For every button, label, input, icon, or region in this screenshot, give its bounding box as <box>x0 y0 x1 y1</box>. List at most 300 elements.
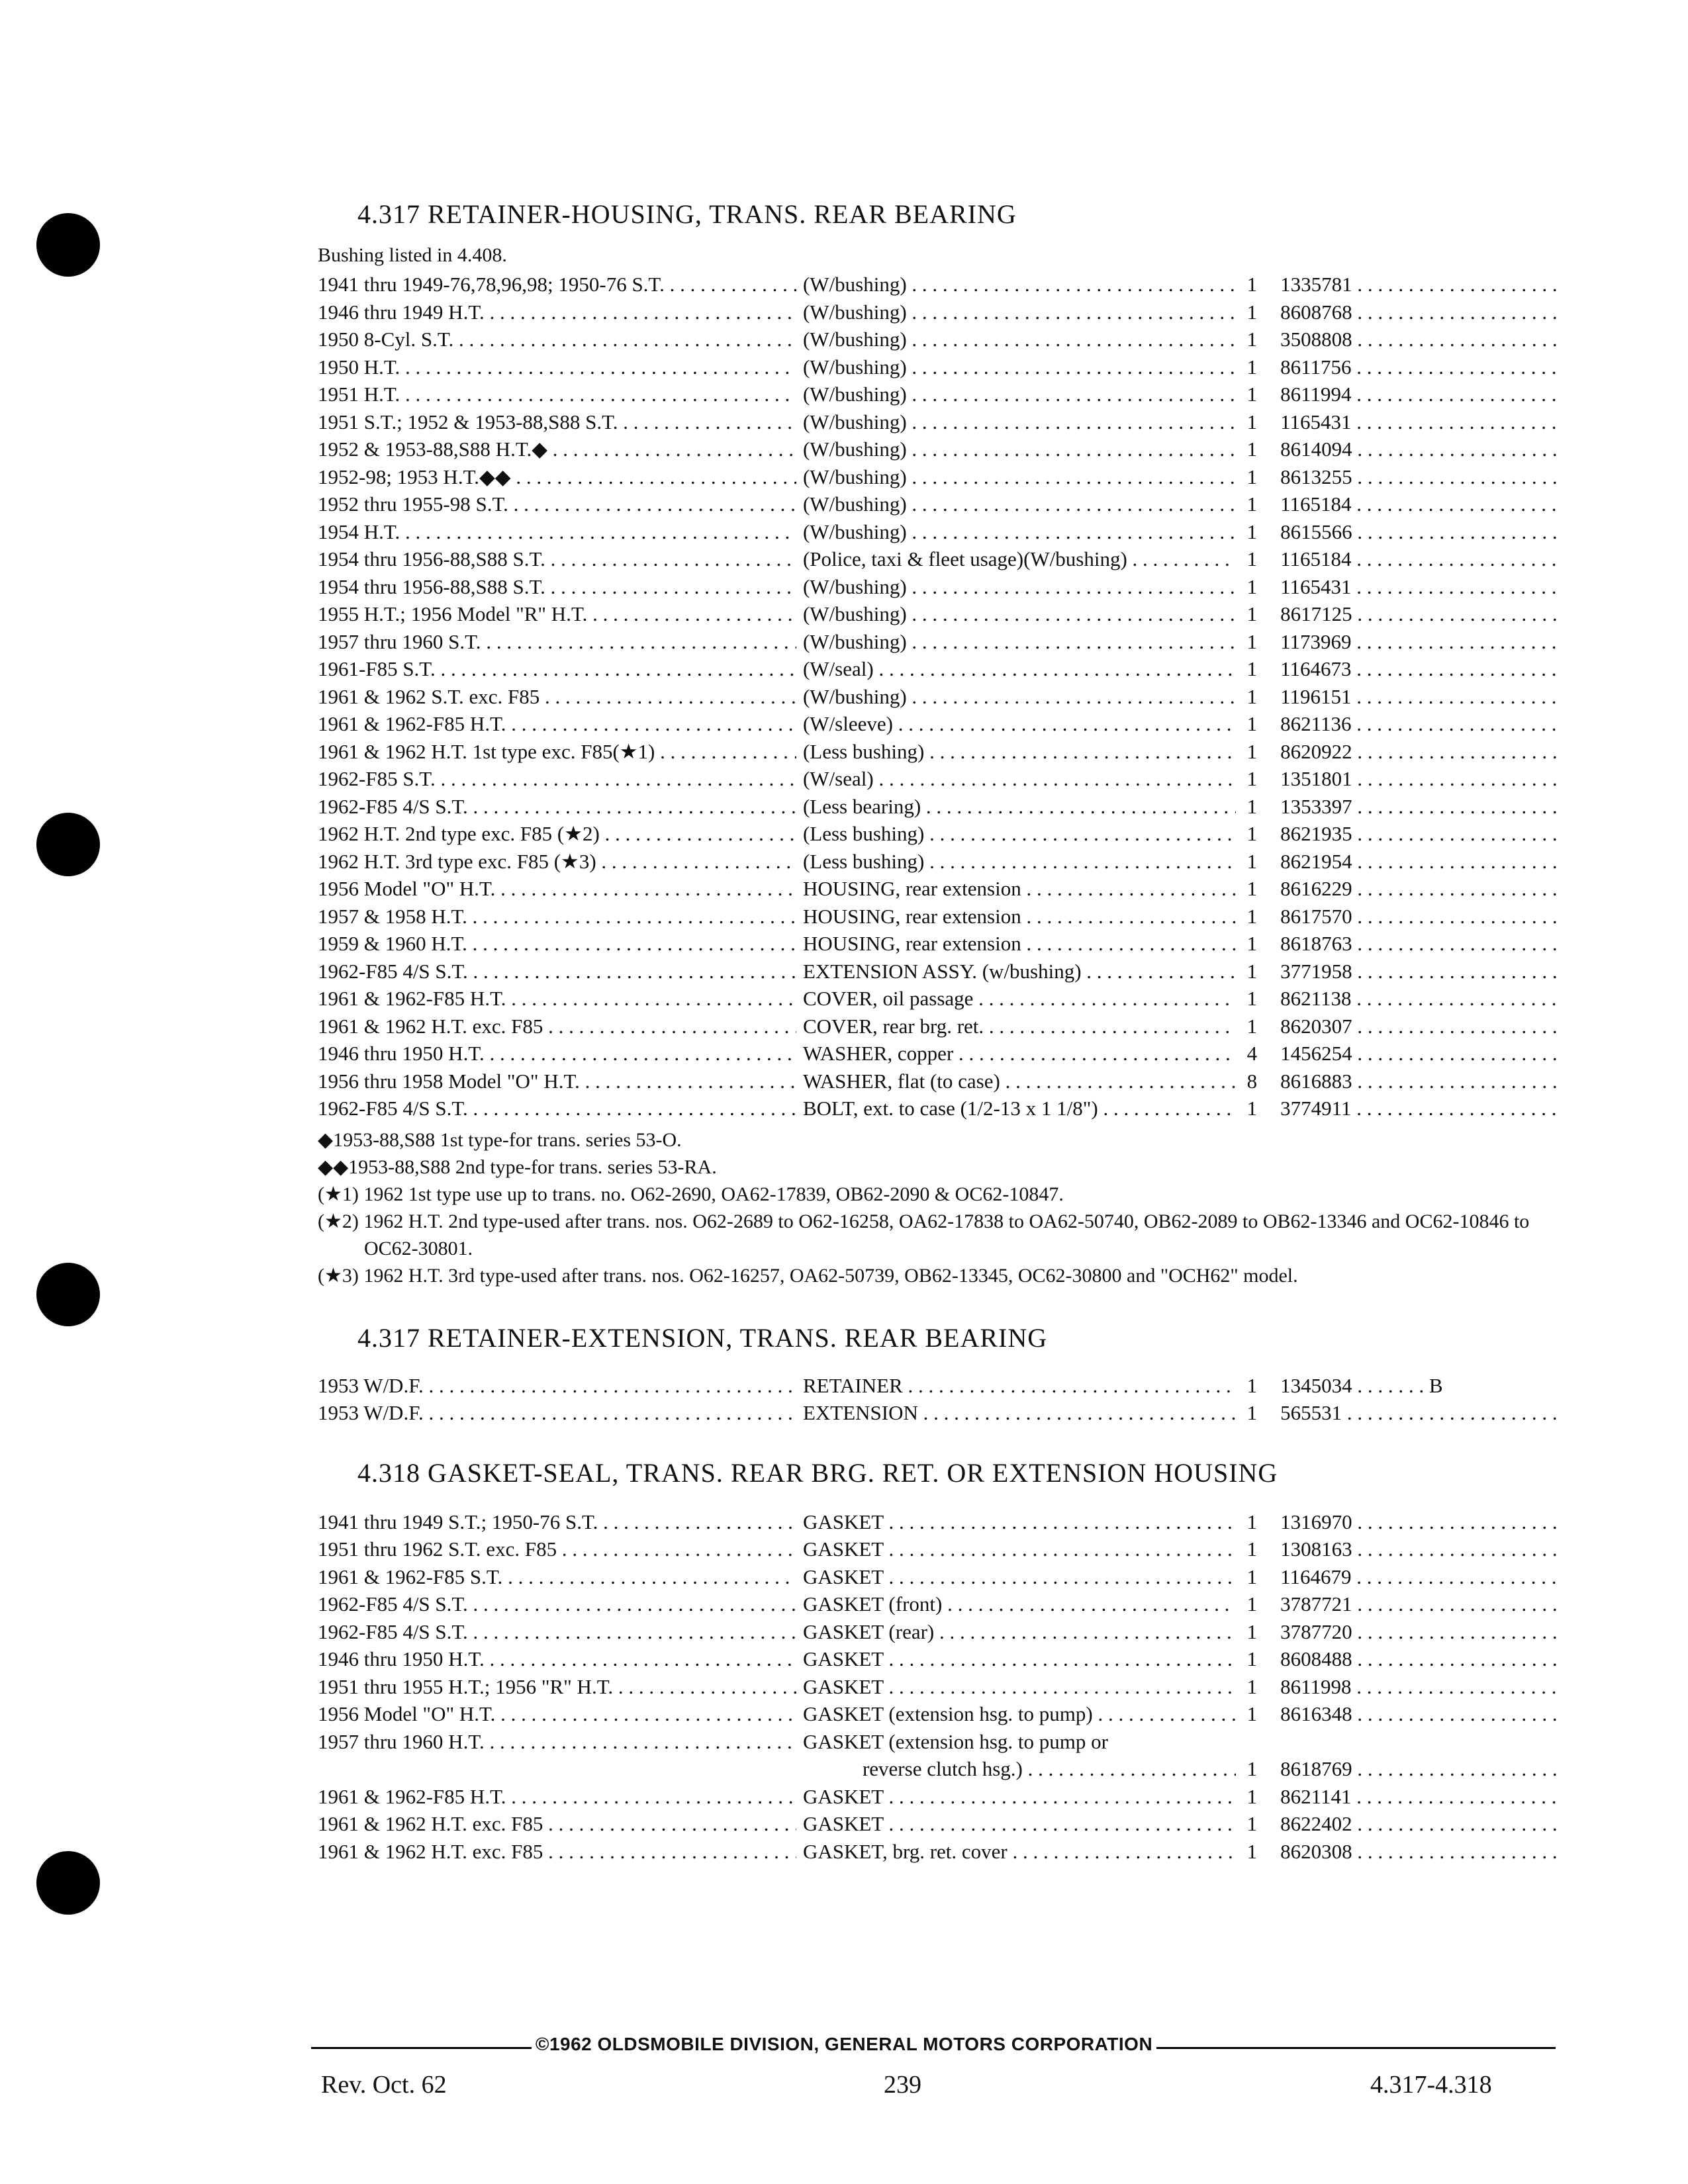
application-text: 1954 thru 1956-88,S88 S.T. . . . <box>318 547 796 570</box>
description-text: COVER, oil passage . . . <box>803 987 1236 1010</box>
part-number-text: 8620308 . . . <box>1280 1840 1562 1863</box>
quantity-cell <box>1236 1563 1269 1591</box>
quantity-text: 1 <box>1246 657 1258 680</box>
part-row <box>318 1673 1562 1701</box>
quantity-cell <box>1236 1535 1269 1563</box>
part-row <box>318 985 1562 1013</box>
application-cell <box>318 875 796 903</box>
part-number-cell <box>1268 820 1562 848</box>
description-text: GASKET . . . <box>803 1510 1236 1533</box>
application-text: 1956 Model "O" H.T. . . . <box>318 877 796 900</box>
quantity-cell <box>1236 435 1269 463</box>
application-text: 1951 S.T.; 1952 & 1953-88,S88 S.T. . . . <box>318 410 796 433</box>
part-number-text: 565531 . . . <box>1280 1401 1562 1424</box>
part-number-text: 8608768 . . . <box>1280 300 1562 324</box>
description-text: EXTENSION ASSY. (w/bushing) . . . <box>803 960 1236 983</box>
quantity-text: 1 <box>1246 877 1258 900</box>
part-number-cell <box>1268 1728 1562 1783</box>
application-cell <box>318 655 796 683</box>
application-cell <box>318 545 796 573</box>
application-text: 1946 thru 1949 H.T. . . . <box>318 300 796 324</box>
part-number-text: 8621136 . . . <box>1280 712 1562 735</box>
footnote: (★2) 1962 H.T. 2nd type-used after trans. nos. O62-2689 to O62-16258, OA62-17838 to OA62-50740, OB62-2089 to OB62-13346 and OC62-10846 to OC62-30801. <box>318 1210 1530 1259</box>
quantity-cell <box>1236 765 1269 793</box>
part-number-cell <box>1268 683 1562 711</box>
application-cell <box>318 1399 796 1427</box>
quantity-text: 1 <box>1246 1784 1258 1808</box>
application-cell <box>318 1810 796 1838</box>
application-cell <box>318 903 796 931</box>
part-number-text: 3771958 . . . <box>1280 960 1562 983</box>
quantity-cell <box>1236 1838 1269 1866</box>
application-text: 1950 8-Cyl. S.T. . . . <box>318 328 796 351</box>
quantity-text: 1 <box>1246 273 1258 296</box>
quantity-text: 1 <box>1246 1702 1258 1725</box>
description-cell <box>796 600 1236 628</box>
part-row <box>318 408 1562 436</box>
description-text-continued: reverse clutch hsg.) . . . <box>863 1757 1236 1780</box>
quantity-cell <box>1236 738 1269 766</box>
application-cell <box>318 600 796 628</box>
application-cell <box>318 628 796 656</box>
part-number-text: 8608488 . . . <box>1280 1647 1562 1670</box>
part-number-text: 8621935 . . . <box>1280 822 1562 845</box>
application-text: 1961 & 1962-F85 S.T. . . . <box>318 1565 796 1588</box>
part-number-text: 8620922 . . . <box>1280 740 1562 763</box>
leader-dots: . . . . . . . <box>1352 1373 1429 1397</box>
application-text: 1962 H.T. 3rd type exc. F85 (★3) . . . <box>318 850 796 873</box>
description-text: GASKET . . . <box>803 1565 1236 1588</box>
quantity-cell <box>1236 1673 1269 1701</box>
description-text: (Police, taxi & fleet usage)(W/bushing) . . . <box>803 547 1236 570</box>
copyright-line <box>0 2034 1688 2055</box>
application-cell <box>318 408 796 436</box>
description-cell <box>796 875 1236 903</box>
quantity-text: 1 <box>1246 987 1258 1010</box>
footnote: (★3) 1962 H.T. 3rd type-used after trans. nos. O62-16257, OA62-50739, OB62-13345, OC62-30800 and "OCH62" model. <box>318 1264 1298 1287</box>
part-number-cell <box>1268 518 1562 546</box>
part-number-cell <box>1268 628 1562 656</box>
part-row <box>318 1068 1562 1095</box>
part-row <box>318 1645 1562 1673</box>
quantity-text: 1 <box>1246 629 1258 653</box>
part-number-text: 8617125 . . . <box>1280 602 1562 625</box>
application-text: 1961 & 1962 S.T. exc. F85 . . . <box>318 685 796 708</box>
description-text: (W/bushing) . . . <box>803 685 1236 708</box>
description-text: GASKET . . . <box>803 1647 1236 1670</box>
part-row <box>318 1372 1562 1400</box>
application-cell <box>318 1700 796 1728</box>
quantity-cell <box>1236 628 1269 656</box>
description-cell <box>796 490 1236 518</box>
part-row <box>318 600 1562 628</box>
description-text: (W/bushing) . . . <box>803 437 1236 461</box>
application-cell <box>318 1563 796 1591</box>
quantity-text: 1 <box>1246 1373 1258 1397</box>
application-text: 1946 thru 1950 H.T. . . . <box>318 1647 796 1670</box>
part-number-cell <box>1268 435 1562 463</box>
parts-catalog-page <box>318 199 1562 1865</box>
description-text: (W/bushing) . . . <box>803 273 1236 296</box>
description-cell <box>796 271 1236 298</box>
page-number: 239 <box>884 2071 921 2099</box>
quantity-cell <box>1236 710 1269 738</box>
part-row <box>318 1563 1562 1591</box>
description-cell <box>796 738 1236 766</box>
application-text: 1961 & 1962 H.T. exc. F85 . . . <box>318 1015 796 1038</box>
part-row <box>318 1838 1562 1866</box>
quantity-cell <box>1236 1013 1269 1040</box>
part-number-cell <box>1268 545 1562 573</box>
description-text: GASKET (extension hsg. to pump) . . . <box>803 1702 1236 1725</box>
description-text: WASHER, copper . . . <box>803 1042 1236 1065</box>
quantity-cell <box>1236 1618 1269 1646</box>
part-number-cell <box>1268 298 1562 326</box>
quantity-cell <box>1236 600 1269 628</box>
quantity-cell <box>1236 848 1269 876</box>
part-number-text: 8616229 . . . <box>1280 877 1562 900</box>
application-text: 1955 H.T.; 1956 Model "R" H.T. . . . <box>318 602 796 625</box>
description-text: EXTENSION . . . <box>803 1401 1236 1424</box>
quantity-cell <box>1236 1810 1269 1838</box>
part-number-text: 8618769 . . . <box>1280 1757 1562 1780</box>
quantity-text: 1 <box>1246 1647 1258 1670</box>
description-cell <box>796 518 1236 546</box>
application-text: 1962-F85 4/S S.T. . . . <box>318 1592 796 1615</box>
quantity-text: 1 <box>1246 1097 1258 1120</box>
description-text: GASKET (extension hsg. to pump or <box>802 1729 1108 1753</box>
quantity-text: 1 <box>1246 849 1258 873</box>
quantity-cell <box>1236 545 1269 573</box>
part-number-cell <box>1268 1013 1562 1040</box>
quantity-cell <box>1236 820 1269 848</box>
application-cell <box>318 463 796 491</box>
part-row <box>318 738 1562 766</box>
quantity-text: 1 <box>1246 547 1258 570</box>
binder-hole-2 <box>36 813 100 876</box>
application-text: 1962-F85 4/S S.T. . . . <box>318 1097 796 1120</box>
description-text: (W/bushing) . . . <box>803 520 1236 543</box>
part-number-text: 8614094 . . . <box>1280 437 1562 461</box>
application-cell <box>318 1095 796 1122</box>
description-text: (W/bushing) . . . <box>803 465 1236 488</box>
quantity-cell <box>1236 573 1269 601</box>
quantity-text: 1 <box>1246 904 1258 928</box>
section-gasket-seal <box>318 1457 1562 1866</box>
description-text: GASKET . . . <box>803 1812 1236 1835</box>
part-row <box>318 930 1562 958</box>
part-row <box>318 1618 1562 1646</box>
part-number-text: 1165184 . . . <box>1280 492 1562 516</box>
description-text: GASKET, brg. ret. cover . . . <box>803 1840 1236 1863</box>
description-cell <box>796 298 1236 326</box>
application-text: 1956 Model "O" H.T. . . . <box>318 1702 796 1725</box>
part-number-text: 3508808 . . . <box>1280 328 1562 351</box>
footnote: ◆◆1953-88,S88 2nd type-for trans. series 53-RA. <box>318 1156 717 1178</box>
quantity-cell <box>1236 875 1269 903</box>
quantity-text: 1 <box>1246 410 1258 433</box>
quantity-text: 1 <box>1246 1510 1258 1533</box>
quantity-text: 4 <box>1246 1042 1258 1065</box>
description-text: BOLT, ext. to case (1/2-13 x 1 1/8") . . . <box>803 1097 1236 1120</box>
description-text: (W/bushing) . . . <box>803 575 1236 598</box>
part-number-cell <box>1268 985 1562 1013</box>
part-number-cell <box>1268 1618 1562 1646</box>
part-row <box>318 1700 1562 1728</box>
description-text: (W/seal) . . . <box>803 657 1236 680</box>
application-cell <box>318 298 796 326</box>
quantity-cell <box>1236 1372 1269 1400</box>
quantity-cell <box>1236 381 1269 408</box>
application-text: 1953 W/D.F. . . . <box>318 1401 796 1424</box>
section-note: Bushing listed in 4.408. <box>318 244 507 266</box>
application-cell <box>318 1372 796 1400</box>
description-cell <box>796 655 1236 683</box>
application-text: 1961 & 1962-F85 H.T. . . . <box>318 712 796 735</box>
description-cell <box>796 545 1236 573</box>
application-cell <box>318 738 796 766</box>
application-text: 1962-F85 4/S S.T. . . . <box>318 795 796 818</box>
description-cell <box>796 1013 1236 1040</box>
description-text: (W/sleeve) . . . <box>803 712 1236 735</box>
application-text: 1950 H.T. . . . <box>318 355 796 379</box>
quantity-text: 1 <box>1246 492 1258 516</box>
quantity-text: 1 <box>1246 437 1258 461</box>
part-row <box>318 1810 1562 1838</box>
part-number-cell <box>1268 875 1562 903</box>
part-number-cell <box>1268 1095 1562 1122</box>
description-text: (W/bushing) . . . <box>803 328 1236 351</box>
application-text: 1941 thru 1949-76,78,96,98; 1950-76 S.T. . . . <box>318 273 796 296</box>
binder-hole-4 <box>36 1851 100 1915</box>
quantity-text: 1 <box>1246 739 1258 763</box>
application-text: 1954 thru 1956-88,S88 S.T. . . . <box>318 575 796 598</box>
description-text: (W/bushing) . . . <box>803 492 1236 516</box>
part-number-cell <box>1268 573 1562 601</box>
application-cell <box>318 848 796 876</box>
application-text: 1952 thru 1955-98 S.T. . . . <box>318 492 796 516</box>
application-cell <box>318 271 796 298</box>
part-number-text: 3787721 . . . <box>1280 1592 1562 1615</box>
part-number-cell <box>1268 1590 1562 1618</box>
part-row <box>318 958 1562 985</box>
quantity-cell <box>1236 903 1269 931</box>
part-number-cell <box>1268 381 1562 408</box>
quantity-cell <box>1236 271 1269 298</box>
part-number-text: 8622402 . . . <box>1280 1812 1562 1835</box>
binder-hole-3 <box>36 1263 100 1326</box>
description-cell <box>796 793 1236 821</box>
description-cell <box>796 1068 1236 1095</box>
quantity-cell <box>1236 1645 1269 1673</box>
description-cell <box>796 820 1236 848</box>
footnote: (★1) 1962 1st type use up to trans. no. O62-2690, OA62-17839, OB62-2090 & OC62-10847. <box>318 1183 1064 1205</box>
application-cell <box>318 793 796 821</box>
part-row <box>318 545 1562 573</box>
description-cell <box>796 463 1236 491</box>
application-text: 1941 thru 1949 S.T.; 1950-76 S.T. . . . <box>318 1510 796 1533</box>
quantity-cell <box>1236 930 1269 958</box>
description-cell <box>796 930 1236 958</box>
part-number-cell <box>1268 600 1562 628</box>
description-cell <box>796 1810 1236 1838</box>
description-text: HOUSING, rear extension . . . <box>803 877 1236 900</box>
part-row <box>318 490 1562 518</box>
description-cell <box>796 848 1236 876</box>
application-cell <box>318 1783 796 1811</box>
part-number-cell <box>1268 408 1562 436</box>
quantity-text: 1 <box>1246 822 1258 845</box>
part-number-cell <box>1268 1673 1562 1701</box>
quantity-cell <box>1236 518 1269 546</box>
description-text: GASKET . . . <box>803 1537 1236 1561</box>
description-cell <box>796 1783 1236 1811</box>
part-number-text: 1335781 . . . <box>1280 273 1562 296</box>
application-cell <box>318 683 796 711</box>
part-row <box>318 435 1562 463</box>
part-number-text: 8618763 . . . <box>1280 932 1562 955</box>
description-text: (W/bushing) . . . <box>803 602 1236 625</box>
part-number-cell <box>1268 326 1562 353</box>
description-cell <box>796 985 1236 1013</box>
part-number-text: 1316970 . . . <box>1280 1510 1562 1533</box>
part-number-cell <box>1268 1068 1562 1095</box>
quantity-text: 1 <box>1246 1619 1258 1643</box>
quantity-cell <box>1236 1783 1269 1811</box>
quantity-cell <box>1236 353 1269 381</box>
quantity-cell <box>1236 408 1269 436</box>
application-cell <box>318 820 796 848</box>
application-text: 1961 & 1962 H.T. exc. F85 . . . <box>318 1840 796 1863</box>
quantity-cell <box>1236 298 1269 326</box>
part-row <box>318 710 1562 738</box>
part-row <box>318 628 1562 656</box>
application-text: 1954 H.T. . . . <box>318 520 796 543</box>
application-cell <box>318 765 796 793</box>
part-number-cell <box>1268 1563 1562 1591</box>
application-text: 1956 thru 1958 Model "O" H.T. . . . <box>318 1069 796 1093</box>
description-text: (Less bushing) . . . <box>803 850 1236 873</box>
part-row <box>318 381 1562 408</box>
description-text: (W/bushing) . . . <box>803 300 1236 324</box>
quantity-cell <box>1236 1095 1269 1122</box>
description-text: (W/bushing) . . . <box>803 410 1236 433</box>
application-text: 1962-F85 S.T. . . . <box>318 767 796 790</box>
part-number-text: 8621138 . . . <box>1280 987 1562 1010</box>
application-text: 1952 & 1953-88,S88 H.T.◆ . . . <box>318 437 796 461</box>
part-number-text: 1164673 . . . <box>1280 657 1562 680</box>
part-number-cell <box>1268 903 1562 931</box>
description-cell <box>796 1095 1236 1122</box>
application-cell <box>318 1618 796 1646</box>
application-text: 1946 thru 1950 H.T. . . . <box>318 1042 796 1065</box>
application-text: 1959 & 1960 H.T. . . . <box>318 932 796 955</box>
quantity-cell <box>1236 1399 1269 1427</box>
revision-date: Rev. Oct. 62 <box>321 2071 447 2099</box>
description-text: (W/seal) . . . <box>803 767 1236 790</box>
application-cell <box>318 573 796 601</box>
quantity-cell <box>1236 958 1269 985</box>
part-number-text: 8611998 . . . <box>1280 1675 1562 1698</box>
application-text: 1952-98; 1953 H.T.◆◆ . . . <box>318 465 796 488</box>
footnote: ◆1953-88,S88 1st type-for trans. series 53-O. <box>318 1128 682 1151</box>
quantity-cell <box>1236 1728 1269 1783</box>
section-retainer-housing <box>318 199 1562 1289</box>
quantity-text: 1 <box>1246 574 1258 598</box>
description-cell <box>796 903 1236 931</box>
application-text: 1957 thru 1960 H.T. . . . <box>318 1730 796 1753</box>
quantity-text: 1 <box>1246 1014 1258 1038</box>
description-text: (W/bushing) . . . <box>803 630 1236 653</box>
description-cell <box>796 1508 1236 1536</box>
description-cell <box>796 573 1236 601</box>
quantity-text: 1 <box>1246 767 1258 790</box>
quantity-cell <box>1236 985 1269 1013</box>
part-number-text: 1351801 . . . <box>1280 767 1562 790</box>
description-cell <box>796 1645 1236 1673</box>
application-text: 1962 H.T. 2nd type exc. F85 (★2) . . . <box>318 822 796 845</box>
part-row <box>318 353 1562 381</box>
part-number-cell <box>1268 1040 1562 1068</box>
part-row <box>318 1783 1562 1811</box>
description-cell <box>796 353 1236 381</box>
description-cell <box>796 435 1236 463</box>
part-number-text: 8621141 . . . <box>1280 1785 1562 1808</box>
description-text: (W/bushing) . . . <box>803 355 1236 379</box>
quantity-cell <box>1236 463 1269 491</box>
part-number-cell <box>1268 765 1562 793</box>
description-cell <box>796 1838 1236 1866</box>
part-number-text: 3787720 . . . <box>1280 1620 1562 1643</box>
part-row <box>318 1535 1562 1563</box>
binder-hole-1 <box>36 213 100 277</box>
description-cell <box>796 1563 1236 1591</box>
quantity-text: 1 <box>1246 1674 1258 1698</box>
part-number-text: 8613255 . . . <box>1280 465 1562 488</box>
quantity-text: 1 <box>1246 520 1258 543</box>
description-cell <box>796 1673 1236 1701</box>
description-cell <box>796 958 1236 985</box>
part-number-cell <box>1268 1810 1562 1838</box>
description-cell <box>796 1728 1236 1783</box>
part-number-cell <box>1268 1838 1562 1866</box>
quantity-cell <box>1236 490 1269 518</box>
application-cell <box>318 1068 796 1095</box>
description-cell <box>796 1399 1236 1427</box>
parts-list <box>318 271 1562 1122</box>
application-text: 1961 & 1962 H.T. exc. F85 . . . <box>318 1812 796 1835</box>
part-number-text: 8617570 . . . <box>1280 905 1562 928</box>
description-text: HOUSING, rear extension . . . <box>803 932 1236 955</box>
quantity-cell <box>1236 655 1269 683</box>
section-title: 4.318 GASKET-SEAL, TRANS. REAR BRG. RET. OR EXTENSION HOUSING <box>357 1457 1278 1488</box>
part-number-text: 1345034 <box>1280 1373 1352 1397</box>
part-row <box>318 875 1562 903</box>
quantity-text: 1 <box>1246 383 1258 406</box>
description-cell <box>796 710 1236 738</box>
part-number-text: 1196151 . . . <box>1280 685 1562 708</box>
application-cell <box>318 490 796 518</box>
part-number-cell <box>1268 1645 1562 1673</box>
part-row <box>318 820 1562 848</box>
application-text: 1961 & 1962 H.T. 1st type exc. F85(★1) . . . <box>318 740 796 763</box>
application-text: 1951 thru 1955 H.T.; 1956 "R" H.T. . . . <box>318 1675 796 1698</box>
part-row <box>318 683 1562 711</box>
description-cell <box>796 683 1236 711</box>
part-row <box>318 903 1562 931</box>
description-text: GASKET . . . <box>803 1785 1236 1808</box>
part-row <box>318 793 1562 821</box>
